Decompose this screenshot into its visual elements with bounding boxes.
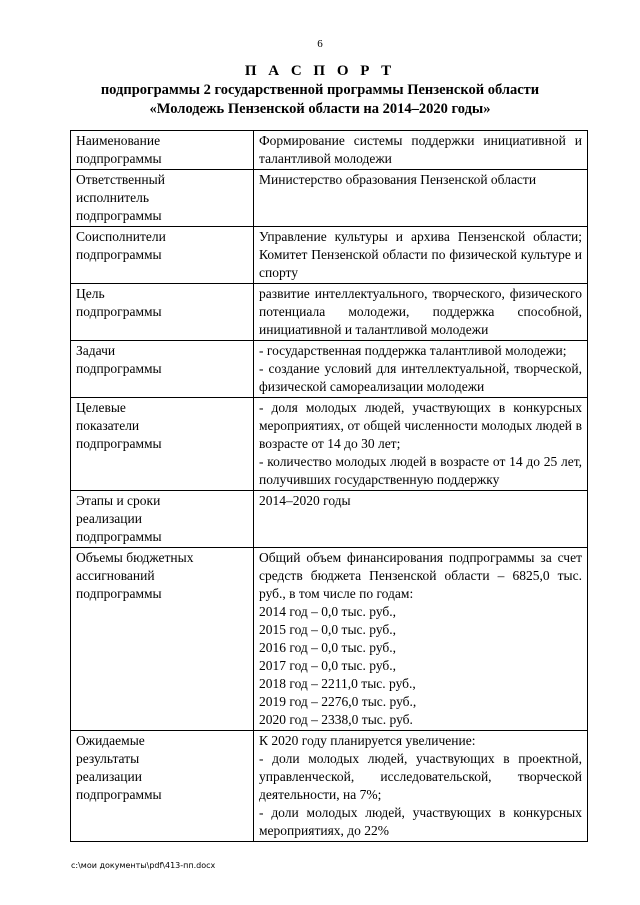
- row-value-line: - государственная поддержка талантливой молодежи;: [259, 343, 567, 358]
- row-value-line: - доли молодых людей, участвующих в конкурсных мероприятиях, до 22%: [259, 805, 582, 838]
- row-label-line: результаты: [76, 751, 140, 766]
- row-value-line: 2019 год – 2276,0 тыс. руб.,: [259, 694, 417, 709]
- table-row: [71, 491, 588, 548]
- row-value-line: 2016 год – 0,0 тыс. руб.,: [259, 640, 397, 655]
- row-value-line: 2015 год – 0,0 тыс. руб.,: [259, 622, 397, 637]
- row-label-line: Задачи: [76, 343, 116, 358]
- row-label-line: подпрограммы: [76, 787, 162, 802]
- table-row: [71, 341, 588, 398]
- row-value-cell: [254, 170, 588, 227]
- row-value-cell: [254, 548, 588, 731]
- row-value-line: 2014 год – 0,0 тыс. руб.,: [259, 604, 397, 619]
- table-row: [71, 731, 588, 842]
- title-program-name: «Молодежь Пензенской области на 2014–2020 годы»: [149, 101, 491, 117]
- row-value-line: - доли молодых людей, участвующих в проектной, управленческой, исследовательской, творческой деятельности, на 7%;: [259, 751, 582, 802]
- passport-table: [70, 130, 588, 842]
- row-label-line: Наименование: [76, 133, 161, 148]
- row-value-line: 2018 год – 2211,0 тыс. руб.,: [259, 676, 416, 691]
- row-value-cell: [254, 398, 588, 491]
- row-label-line: подпрограммы: [76, 304, 162, 319]
- row-label-cell: [71, 548, 254, 731]
- row-label-line: реализации: [76, 769, 142, 784]
- row-label-line: подпрограммы: [76, 151, 162, 166]
- table-row: [71, 548, 588, 731]
- row-value-line: Общий объем финансирования подпрограммы за счет средств бюджета Пензенской области – 6825,0 тыс. руб., в том числе по годам:: [259, 550, 582, 601]
- row-value-line: 2017 год – 0,0 тыс. руб.,: [259, 658, 397, 673]
- row-label-cell: [71, 398, 254, 491]
- row-value-cell: [254, 227, 588, 284]
- footer-file-path: c:\мои документы\pdf\413-пп.docx: [71, 861, 216, 870]
- table-row: [71, 227, 588, 284]
- row-label-line: реализации: [76, 511, 142, 526]
- row-label-line: подпрограммы: [76, 247, 162, 262]
- row-label-line: Соисполнители: [76, 229, 166, 244]
- row-label-line: Объемы бюджетных: [76, 550, 194, 565]
- row-label-line: показатели: [76, 418, 140, 433]
- document-title: [0, 62, 640, 119]
- table-row: [71, 284, 588, 341]
- row-value-line: развитие интеллектуального, творческого, физического потенциала молодежи, поддержка способной, инициативной и талантливой молодежи: [259, 286, 582, 337]
- row-label-line: подпрограммы: [76, 529, 162, 544]
- row-label-line: подпрограммы: [76, 208, 162, 223]
- row-label-cell: [71, 284, 254, 341]
- row-label-cell: [71, 731, 254, 842]
- row-label-cell: [71, 170, 254, 227]
- row-label-line: исполнитель: [76, 190, 149, 205]
- row-value-line: - доля молодых людей, участвующих в конкурсных мероприятиях, от общей численности молодых людей в возрасте от 14 до 30 лет;: [259, 400, 582, 451]
- row-value-line: Министерство образования Пензенской области: [259, 172, 537, 187]
- row-value-line: 2020 год – 2338,0 тыс. руб.: [259, 712, 413, 727]
- row-label-line: Этапы и сроки: [76, 493, 161, 508]
- row-value-cell: [254, 731, 588, 842]
- row-value-line: К 2020 году планируется увеличение:: [259, 733, 476, 748]
- table-row: [71, 170, 588, 227]
- row-value-line: 2014–2020 годы: [259, 493, 351, 508]
- page-number: 6: [317, 38, 323, 50]
- title-passport: П А С П О Р Т: [244, 63, 396, 79]
- table-row: [71, 398, 588, 491]
- row-value-cell: [254, 284, 588, 341]
- title-subprogram: подпрограммы 2 государственной программы Пензенской области: [100, 82, 540, 98]
- row-value-cell: [254, 131, 588, 170]
- row-value-cell: [254, 491, 588, 548]
- row-value-line: - создание условий для интеллектуальной, творческой, физической самореализации молодежи: [259, 361, 582, 394]
- row-label-cell: [71, 491, 254, 548]
- row-label-line: ассигнований: [76, 568, 155, 583]
- row-label-line: подпрограммы: [76, 586, 162, 601]
- row-label-cell: [71, 131, 254, 170]
- row-label-line: Ожидаемые: [76, 733, 145, 748]
- row-value-cell: [254, 341, 588, 398]
- table-row: [71, 131, 588, 170]
- row-label-line: Ответственный: [76, 172, 165, 187]
- row-label-line: подпрограммы: [76, 361, 162, 376]
- row-label-line: Целевые: [76, 400, 126, 415]
- row-label-cell: [71, 341, 254, 398]
- row-value-line: Управление культуры и архива Пензенской области; Комитет Пензенской области по физической культуре и спорту: [259, 229, 582, 280]
- row-label-line: подпрограммы: [76, 436, 162, 451]
- row-value-line: Формирование системы поддержки инициативной и талантливой молодежи: [259, 133, 582, 166]
- row-value-line: - количество молодых людей в возрасте от 14 до 25 лет, получивших государственную поддержку: [259, 454, 582, 487]
- row-label-cell: [71, 227, 254, 284]
- row-label-line: Цель: [76, 286, 105, 301]
